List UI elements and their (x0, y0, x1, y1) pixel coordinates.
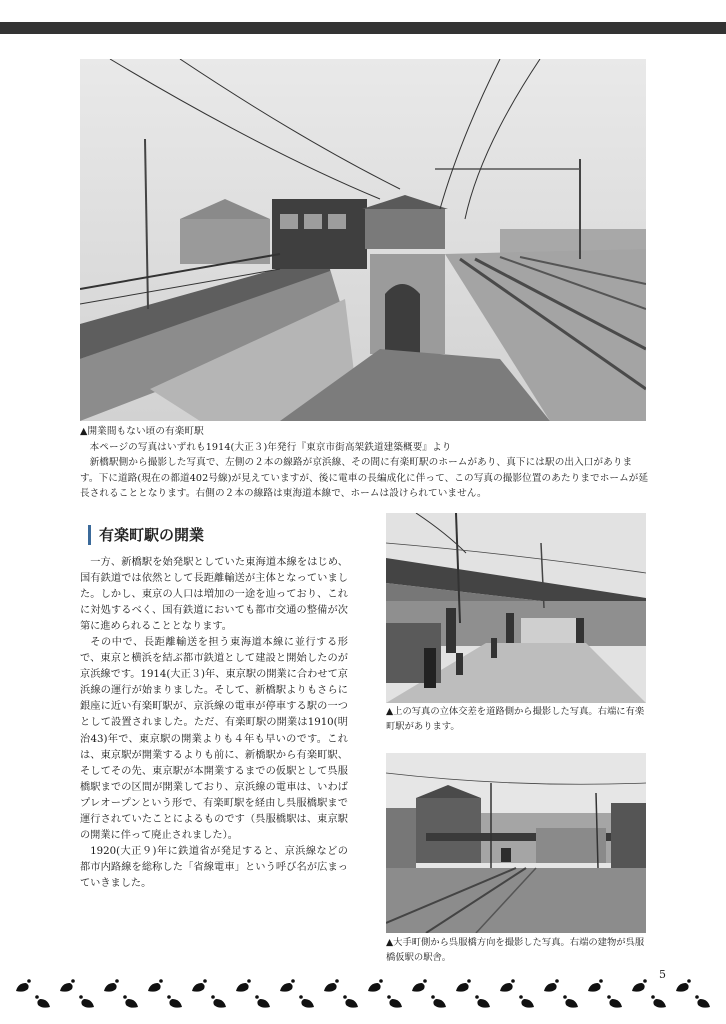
footprint-icon (123, 995, 138, 1007)
footprint-icon (236, 979, 251, 991)
footprint-icon (412, 979, 427, 991)
footprint-icon (167, 995, 182, 1007)
section-heading: 有楽町駅の開業 (88, 525, 204, 545)
footprint-icon (60, 979, 75, 991)
footprint-icon (16, 979, 31, 991)
top-header-bar (0, 22, 726, 34)
photo-yurakucho-station (80, 59, 646, 421)
footprint-icon (299, 995, 314, 1007)
footprint-icon (431, 995, 446, 1007)
footprint-icon (35, 995, 50, 1007)
footprint-icon (500, 979, 515, 991)
footprint-icon (343, 995, 358, 1007)
photo-yurakucho-station-image (80, 59, 646, 421)
article-paragraph-2: その中で、長距離輸送を担う東海道本線に並行する形で、東京と横浜を結ぶ都市鉄道として建設と開始したのが京浜線です。1914(大正３)年、東京駅の開業に合わせて京浜線の運行が始まりました。そして、新橋駅よりもさらに銀座に近い有楽町駅が、京浜線の電車が停車する駅の一つとして設置されました。ただ、有楽町駅の開業は1910(明治43)年で、東京駅の開業よりも４年も早いのです。これは、東京駅が開業するよりも前に、新橋駅から有楽町駅、そしてその先、東京駅が本開業するまでの仮駅として呉服橋駅までの区間が開業しており、京浜線の電車は、いわばプレオープンという形で、有楽町駅を経由し呉服橋駅まで運行されていたことによるものです（呉服橋駅は、東京駅の開業に伴って廃止されました）。 (80, 637, 348, 841)
footprint-icon (368, 979, 383, 991)
footprint-icon (387, 995, 402, 1007)
footprint-icon (519, 995, 534, 1007)
main-photo-caption-title: ▲開業間もない頃の有楽町駅 (80, 426, 204, 437)
footprint-icon (255, 995, 270, 1007)
footprint-icon (211, 995, 226, 1007)
footprint-icon (607, 995, 622, 1007)
article-paragraph-3: 1920(大正９)年に鉄道省が発足すると、京浜線などの都市内路線を総称した「省線電車」という呼び名が広まっていきました。 (80, 845, 348, 889)
article-body (80, 555, 348, 892)
photo-gofukubashi-direction (386, 753, 646, 933)
footprint-icon (280, 979, 295, 991)
footprint-icon (475, 995, 490, 1007)
gofukubashi-photo-caption: ▲大手町側から呉服橋方向を撮影した写真。右端の建物が呉服橋仮駅の駅舎。 (386, 937, 645, 963)
footprint-icon (695, 995, 710, 1007)
photo-overpass-road-view-image (386, 513, 646, 703)
main-photo-caption-note: 本ページの写真はいずれも1914(大正３)年発行『東京市街高架鉄道建築概要』より (89, 441, 452, 453)
footprint-icon (104, 979, 119, 991)
footprint-border-decoration (0, 975, 726, 1015)
footprint-icon (588, 979, 603, 991)
photo-overpass-road-view (386, 513, 646, 703)
main-photo-caption (80, 424, 650, 502)
footprint-icon (632, 979, 647, 991)
footprint-icon (192, 979, 207, 991)
footprint-icon (676, 979, 691, 991)
footprint-icon (456, 979, 471, 991)
page-number: 5 (659, 968, 666, 981)
photo-gofukubashi-direction-image (386, 753, 646, 933)
overpass-photo-caption: ▲上の写真の立体交差を道路側から撮影した写真。右端に有楽町駅があります。 (386, 706, 645, 732)
footprint-icon (651, 995, 666, 1007)
footprint-icon (324, 979, 339, 991)
footprint-icon (79, 995, 94, 1007)
footprint-icon (544, 979, 559, 991)
footprint-icon (148, 979, 163, 991)
footprint-icon (563, 995, 578, 1007)
article-paragraph-1: 一方、新橋駅を始発駅としていた東海道本線をはじめ、国有鉄道では依然として長距離輸送が主体となっていました。しかし、東京の人口は増加の一途を辿っており、これに対処するべく、国有鉄道においても都市交通の整備が次第に進められることとなります。 (80, 557, 348, 633)
main-photo-caption-body: 新橋駅側から撮影した写真で、左側の２本の線路が京浜線、その間に有楽町駅のホームがあり、真下には駅の出入口があります。下に道路(現在の都道402号線)が見えていますが、後に電車の長編成化に伴って、この写真の撮影位置のあたりまでホームが延長されることとなります。右側の２本の線路は東海道本線で、ホームは設けられていません。 (80, 457, 649, 500)
